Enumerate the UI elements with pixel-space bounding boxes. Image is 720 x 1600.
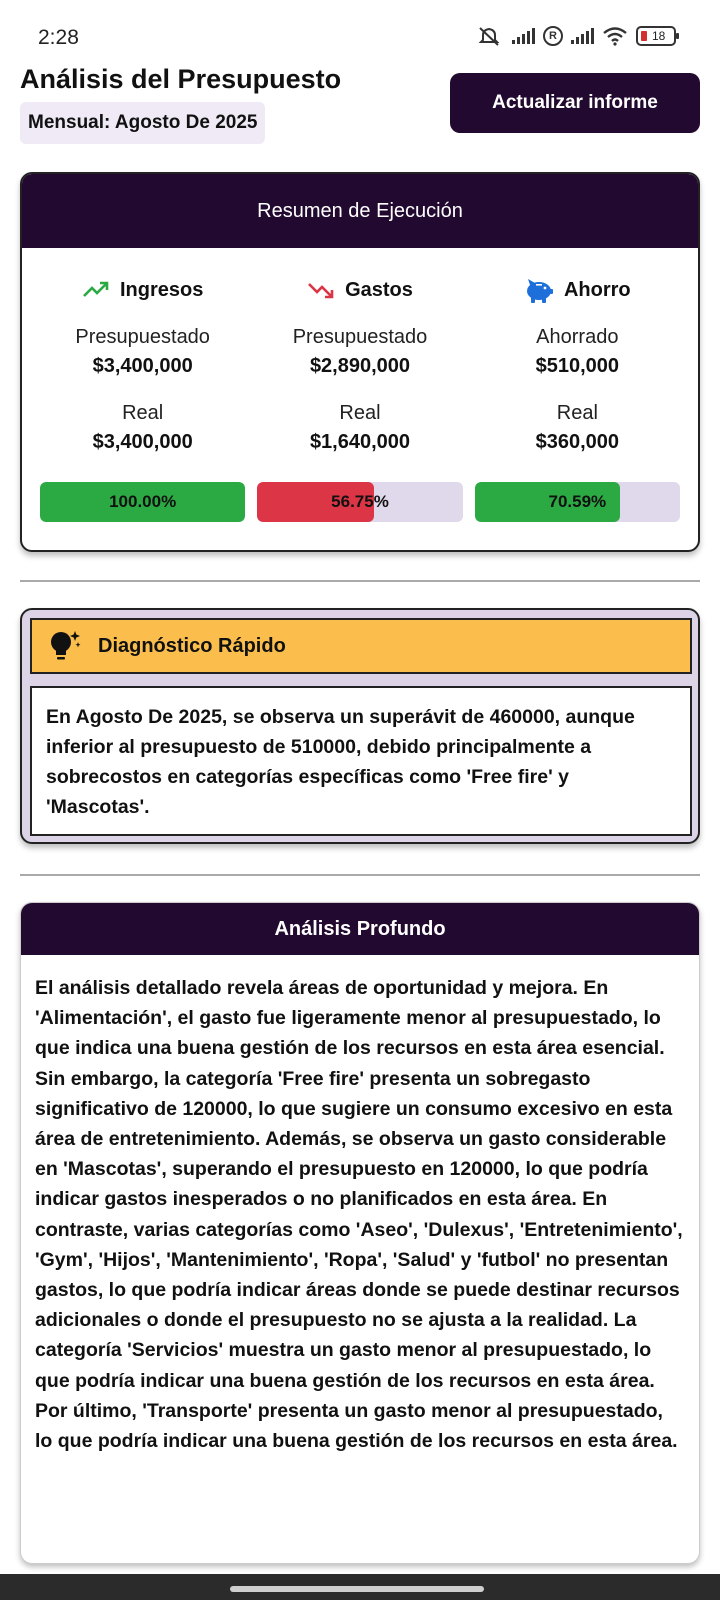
signal-icon	[571, 28, 594, 44]
income-column	[34, 248, 251, 522]
income-real-label: Real	[122, 402, 164, 424]
navigation-bar	[0, 1574, 720, 1600]
status-icons	[478, 26, 676, 46]
divider	[20, 580, 700, 582]
savings-progress-bar	[475, 482, 680, 522]
battery-level: 18	[652, 29, 666, 43]
savings-real-value: $360,000	[535, 431, 620, 453]
income-real-value: $3,400,000	[92, 431, 193, 453]
expenses-column	[251, 248, 468, 522]
savings-budget-label: Ahorrado	[536, 326, 619, 348]
home-gesture-handle[interactable]	[230, 1586, 484, 1592]
savings-real-label: Real	[556, 402, 598, 424]
summary-title: Resumen de Ejecución	[22, 174, 698, 248]
savings-percent: 70.59%	[548, 492, 607, 511]
income-progress-bar	[40, 482, 245, 522]
savings-column	[469, 248, 686, 522]
page-title: Análisis del Presupuesto	[20, 64, 342, 94]
signal-icon	[512, 28, 535, 44]
diagnostic-title: Diagnóstico Rápido	[98, 634, 286, 657]
deep-analysis-card	[20, 902, 700, 1564]
trending-down-icon	[307, 280, 335, 300]
income-budget-label: Presupuestado	[75, 326, 210, 348]
wifi-icon	[602, 26, 628, 46]
income-title: Ingresos	[119, 278, 204, 301]
savings-title: Ahorro	[563, 278, 631, 301]
expenses-budget-label: Presupuestado	[292, 326, 428, 348]
refresh-report-button[interactable]: Actualizar informe	[450, 73, 700, 133]
battery-icon	[636, 26, 676, 46]
deep-analysis-text: El análisis detallado revela áreas de oportunidad y mejora. En 'Alimentación', el gasto fue ligeramente menor al presupuestado, lo que indica una buena gestión de los recursos en esta área esencial. Sin embargo, la categoría 'Free fire' presenta un sobregasto significativo de 120000, lo que sugiere un consumo excesivo en esta área de entretenimiento. Además, se observa un gasto considerable en 'Mascotas', superando el presupuesto en 120000, lo que podría indicar gastos inesperados o no planificados en esta área. En contraste, varias categorías como 'Aseo', 'Dulexus', 'Entretenimiento', 'Gym', 'Hijos', 'Mantenimiento', 'Ropa', 'Salud' y 'futbol' no presentan gastos, lo que podría indicar áreas donde se puede destinar recursos adicionales o donde el presupuesto no se ajusta a la realidad. La categoría 'Servicios' muestra un gasto menor al presupuestado, lo que podría indicar una buena gestión de los recursos en esta área. Por último, 'Transporte' presenta un gasto menor al presupuestado, lo que podría indicar una buena gestión de los recursos en esta área.	[35, 977, 683, 1453]
income-percent: 100.00%	[109, 492, 177, 511]
diagnostic-header	[30, 618, 692, 674]
income-budget-value: $3,400,000	[92, 355, 193, 377]
period-chip: Mensual: Agosto De 2025	[20, 102, 265, 144]
mute-icon	[478, 26, 504, 46]
savings-budget-value: $510,000	[535, 355, 620, 377]
trending-up-icon	[82, 280, 110, 300]
expenses-title: Gastos	[345, 278, 413, 301]
summary-card	[20, 172, 700, 552]
diagnostic-text: En Agosto De 2025, se observa un superávit de 460000, aunque inferior al presupuesto de 510000, debido principalmente a sobrecostos en categorías específicas como 'Free fire' y 'Mascotas'.	[30, 686, 692, 836]
expenses-percent: 56.75%	[331, 492, 389, 511]
lightbulb-icon	[48, 629, 82, 663]
diagnostic-card	[20, 608, 700, 844]
expenses-progress-bar	[257, 482, 462, 522]
divider	[20, 874, 700, 876]
piggy-bank-icon	[524, 276, 554, 304]
status-time: 2:28	[38, 26, 79, 49]
registered-icon: R	[543, 26, 563, 46]
expenses-real-label: Real	[339, 402, 381, 424]
status-bar	[0, 0, 720, 62]
deep-analysis-title: Análisis Profundo	[21, 903, 699, 955]
expenses-budget-value: $2,890,000	[309, 355, 411, 377]
expenses-real-value: $1,640,000	[309, 431, 411, 453]
